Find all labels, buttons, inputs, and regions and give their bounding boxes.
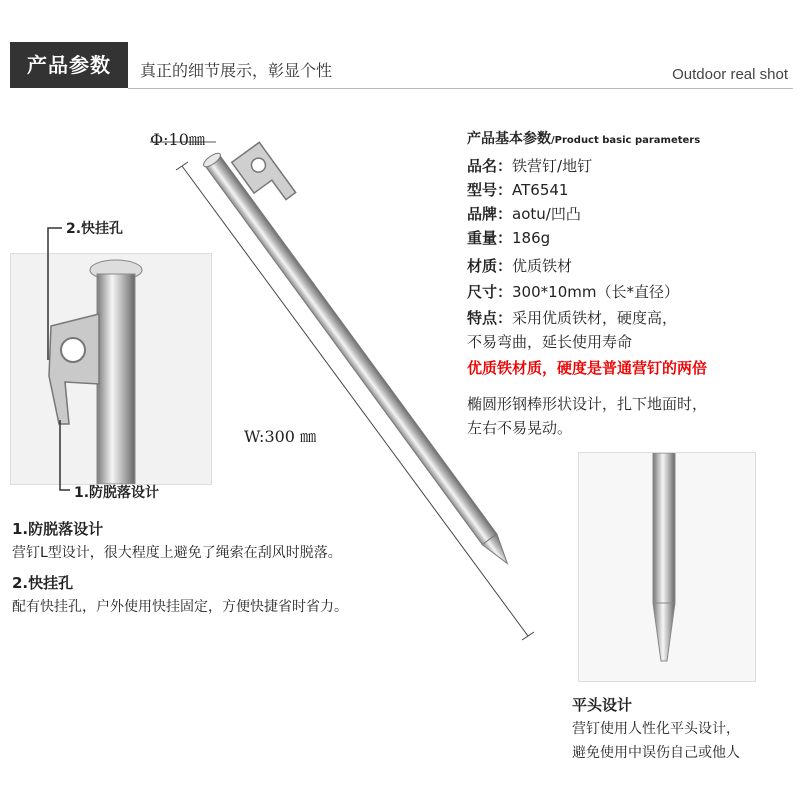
spec-desc-line2: 左右不易晃动。	[467, 419, 573, 437]
note2-text: 配有快挂孔，户外使用快挂固定，方便快捷省时省力。	[12, 599, 348, 615]
note2-title: 2.快挂孔	[12, 574, 74, 592]
spec-row: 尺寸：300*10mm（长*直径）	[467, 283, 679, 301]
spec-highlight: 优质铁材质，硬度是普通营钉的两倍	[467, 359, 708, 377]
spec-row: 品名：铁营钉/地钉	[467, 157, 593, 175]
spec-feature-line2: 不易弯曲，延长使用寿命	[467, 333, 633, 351]
header-subtitle: 真正的细节展示，彰显个性	[140, 61, 333, 80]
header-english: Outdoor real shot	[672, 66, 788, 83]
header-tag: 产品参数	[10, 42, 128, 88]
spec-row: 特点：采用优质铁材，硬度高，	[467, 309, 678, 327]
spec-row: 材质：优质铁材	[467, 257, 573, 275]
spec-row: 型号：AT6541	[467, 181, 569, 199]
tip-title: 平头设计	[572, 696, 633, 714]
tip-line2: 避免使用中误伤自己或他人	[572, 745, 740, 761]
length-label: W:300 ㎜	[244, 427, 317, 446]
note1-title: 1.防脱落设计	[12, 520, 104, 538]
note1-text: 营钉L型设计，很大程度上避免了绳索在刮风时脱落。	[12, 545, 342, 561]
spec-desc-line1: 椭圆形钢棒形状设计，扎下地面时，	[467, 395, 708, 413]
tip-detail-photo	[578, 452, 756, 682]
hook-hole-callout: 2.快挂孔	[66, 221, 124, 237]
diameter-label: Φ:10㎜	[150, 130, 205, 149]
spec-row: 重量：186g	[467, 229, 551, 247]
anti-drop-callout: 1.防脱落设计	[74, 485, 160, 501]
spec-row: 品牌：aotu/凹凸	[467, 205, 581, 223]
specs-title: 产品基本参数/Product basic parameters	[467, 131, 701, 147]
tip-line1: 营钉使用人性化平头设计，	[572, 721, 740, 737]
